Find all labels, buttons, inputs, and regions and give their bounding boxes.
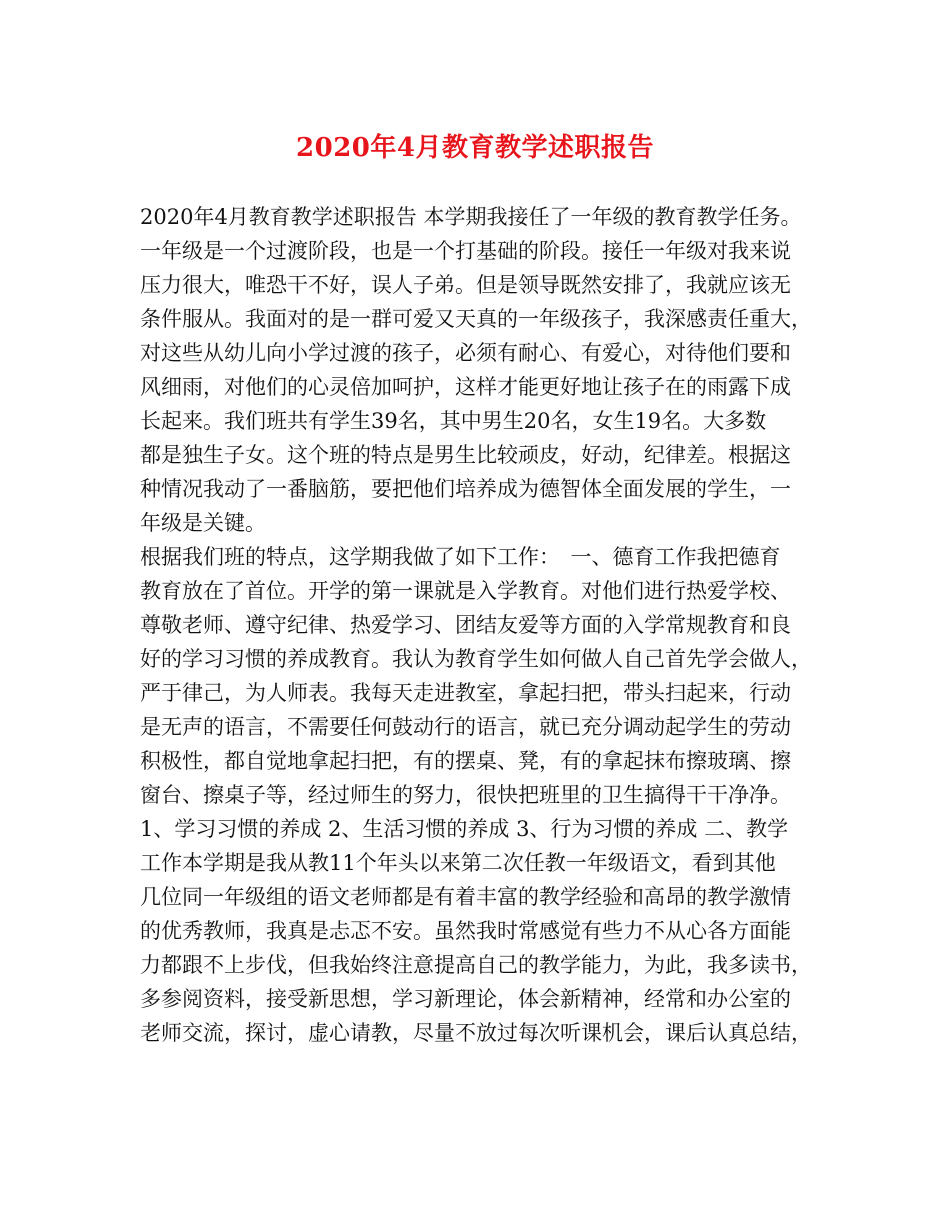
document-title: 2020年4月教育教学述职报告 (296, 133, 654, 163)
body-line: 都是独生子女。这个班的特点是男生比较顽皮，好动，纪律差。根据这 (140, 443, 791, 467)
body-line: 几位同一年级组的语文老师都是有着丰富的教学经验和高昂的教学激情 (140, 885, 791, 909)
body-line: 根据我们班的特点，这学期我做了如下工作： 一、德育工作我把德育 (140, 545, 781, 569)
body-line: 长起来。我们班共有学生39名，其中男生20名，女生19名。大多数 (140, 409, 767, 433)
body-line: 一年级是一个过渡阶段，也是一个打基础的阶段。接任一年级对我来说 (140, 239, 791, 263)
body-line: 力都跟不上步伐，但我始终注意提高自己的教学能力，为此，我多读书， (140, 953, 812, 977)
document-body (140, 200, 830, 1050)
body-line: 年级是关键。 (140, 511, 266, 535)
body-line: 的优秀教师，我真是忐忑不安。虽然我时常感觉有些力不从心各方面能 (140, 919, 791, 943)
body-line: 老师交流，探讨，虚心请教，尽量不放过每次听课机会，课后认真总结， (140, 1021, 812, 1045)
body-line: 工作本学期是我从教11个年头以来第二次任教一年级语文，看到其他 (140, 851, 776, 875)
body-line: 积极性，都自觉地拿起扫把，有的摆桌、凳，有的拿起抹布擦玻璃、擦 (140, 749, 791, 773)
body-line: 好的学习习惯的养成教育。我认为教育学生如何做人自己首先学会做人， (140, 647, 812, 671)
body-line: 1、学习习惯的养成 2、生活习惯的养成 3、行为习惯的养成 二、教学 (140, 817, 789, 841)
body-line: 风细雨，对他们的心灵倍加呵护，这样才能更好地让孩子在的雨露下成 (140, 375, 791, 399)
body-line: 教育放在了首位。开学的第一课就是入学教育。对他们进行热爱学校、 (140, 579, 791, 603)
body-line: 多参阅资料，接受新思想，学习新理论，体会新精神，经常和办公室的 (140, 987, 791, 1011)
body-line: 2020年4月教育教学述职报告 本学期我接任了一年级的教育教学任务。 (140, 205, 802, 229)
body-line: 是无声的语言，不需要任何鼓动行的语言，就已充分调动起学生的劳动 (140, 715, 791, 739)
body-line: 压力很大，唯恐干不好，误人子弟。但是领导既然安排了，我就应该无 (140, 273, 791, 297)
body-line: 尊敬老师、遵守纪律、热爱学习、团结友爱等方面的入学常规教育和良 (140, 613, 791, 637)
body-line: 对这些从幼儿向小学过渡的孩子，必须有耐心、有爱心，对待他们要和 (140, 341, 791, 365)
body-line: 条件服从。我面对的是一群可爱又天真的一年级孩子，我深感责任重大， (140, 307, 812, 331)
body-line: 严于律己，为人师表。我每天走进教室，拿起扫把，带头扫起来，行动 (140, 681, 791, 705)
body-line: 窗台、擦桌子等，经过师生的努力，很快把班里的卫生搞得干干净净。 (140, 783, 791, 807)
body-line: 种情况我动了一番脑筋，要把他们培养成为德智体全面发展的学生，一 (140, 477, 791, 501)
